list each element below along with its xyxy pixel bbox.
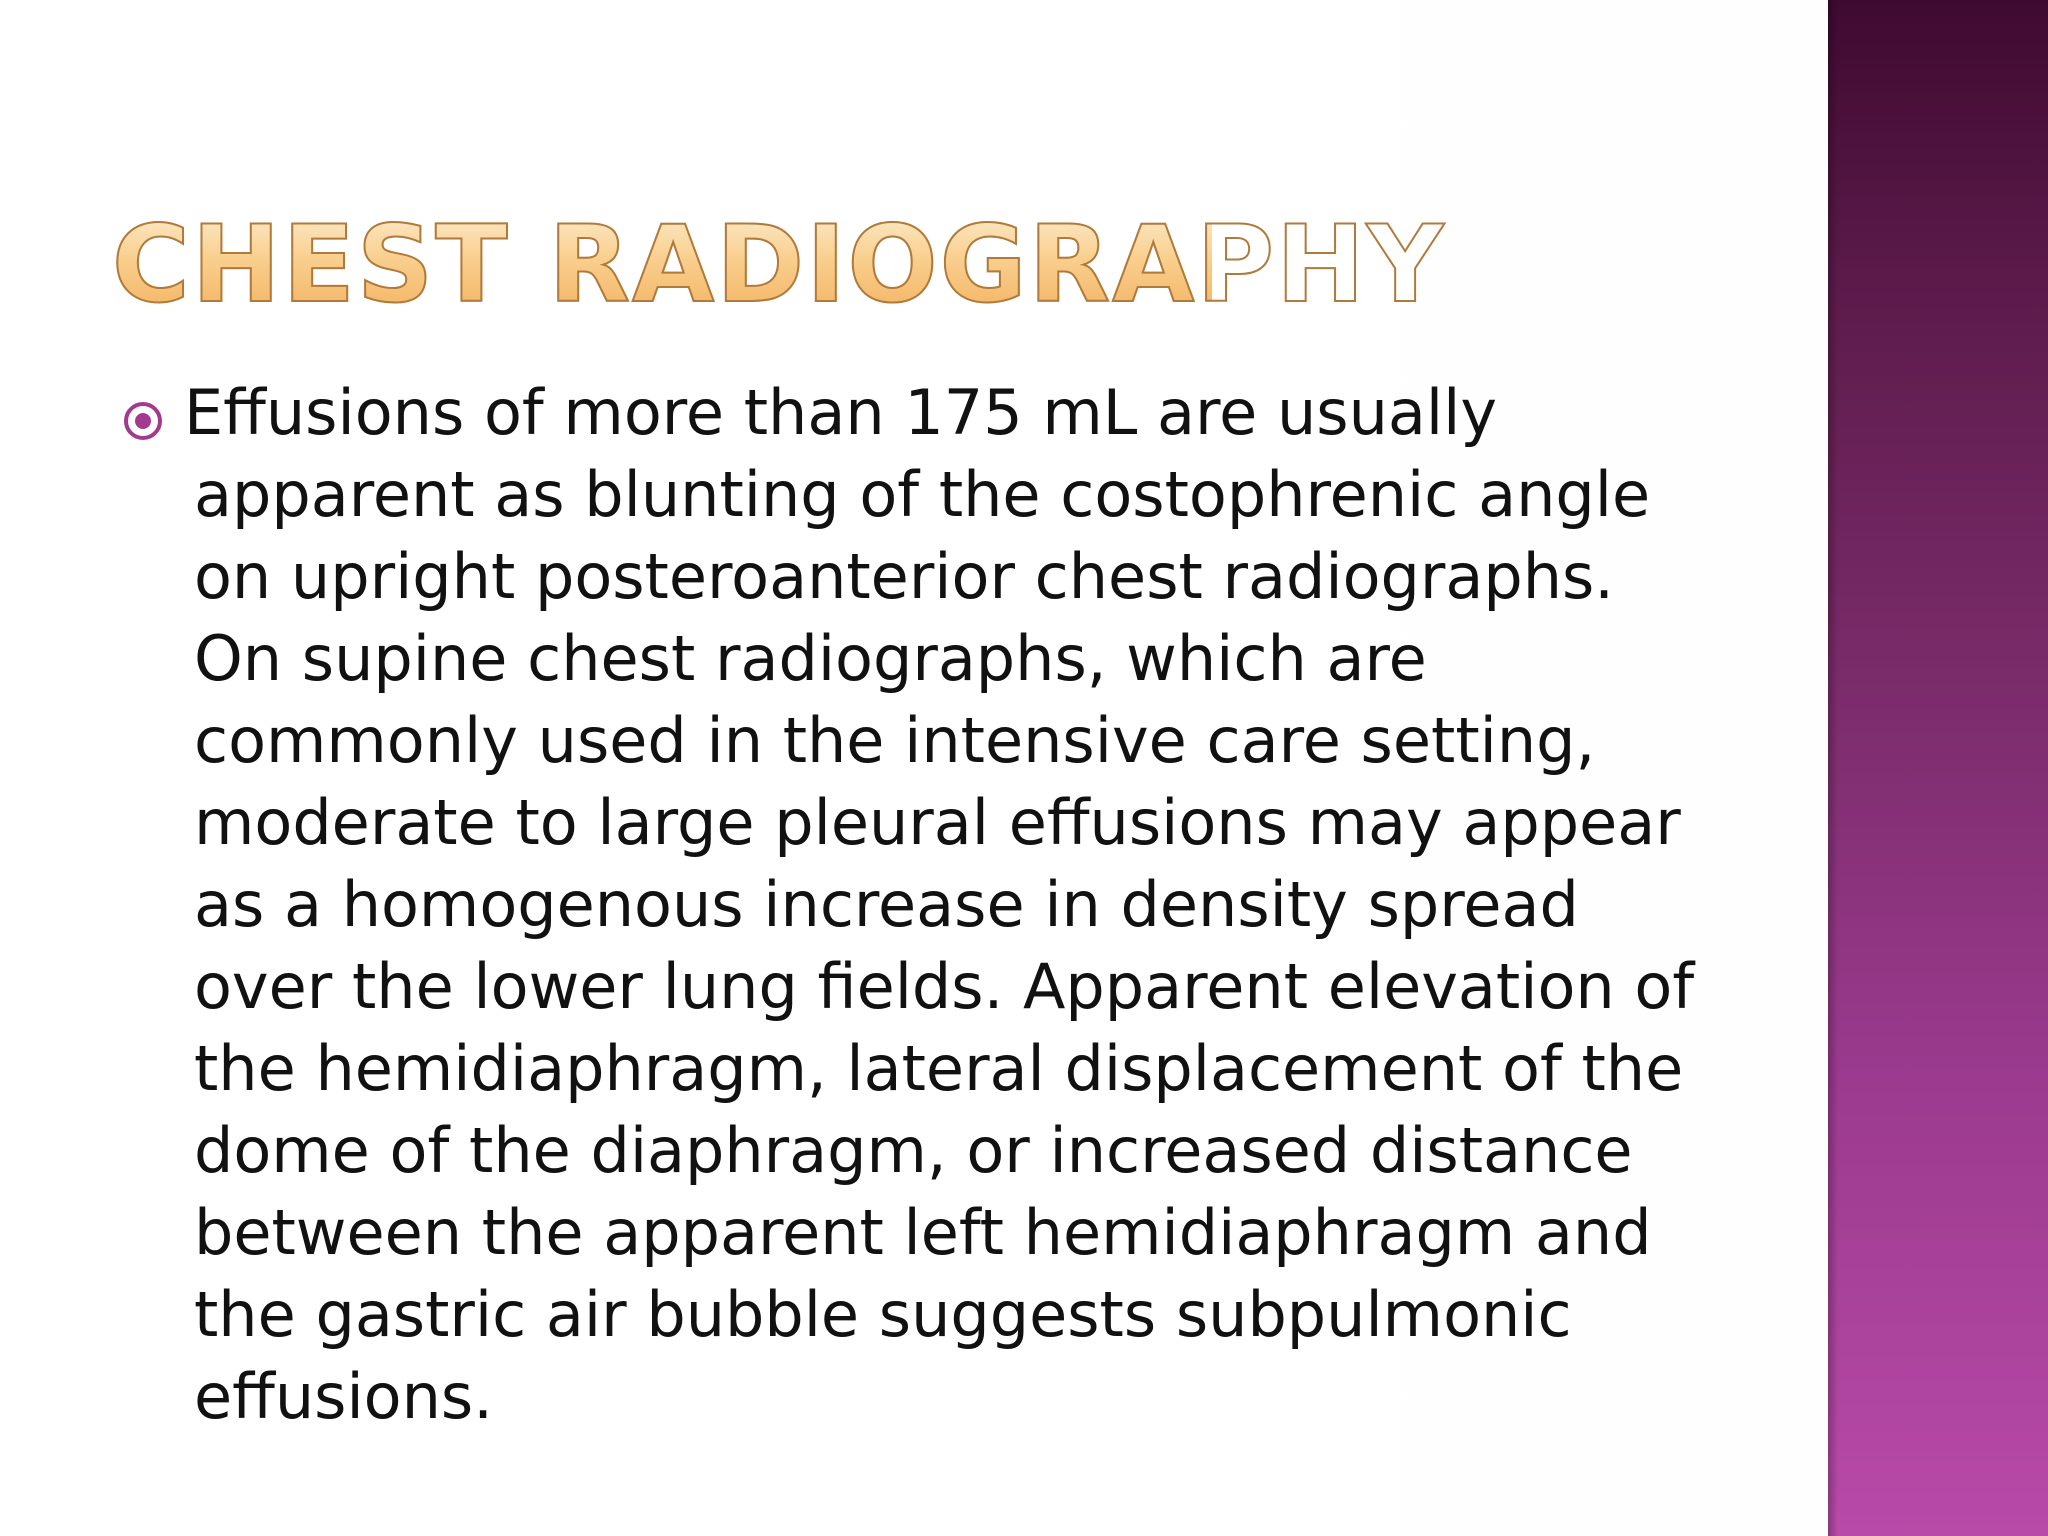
title-container: [112, 200, 1446, 330]
slide-title: CHEST RADIOGRAPHY: [112, 200, 1212, 330]
circle-bullet-icon: [124, 402, 162, 440]
bullet-item: [120, 372, 1700, 1438]
bullet-text: Effusions of more than 175 mL are usually apparent as blunting of the costophrenic angle on upright posteroanterior chest radiographs. On supine chest radiographs, which are commonly used in the intensive care setting, moderate to large pleural effusions may appear as a homogenous increase in density spread over the lower lung fields. Apparent elevation of the hemidiaphragm, lateral displacement of the dome of the diaphragm, or increased distance between the apparent left hemidiaphragm and the gastric air bubble suggests subpulmonic effusions.: [184, 376, 1695, 1433]
slide-body: [120, 372, 1700, 1438]
decorative-side-band: [1828, 0, 2048, 1536]
